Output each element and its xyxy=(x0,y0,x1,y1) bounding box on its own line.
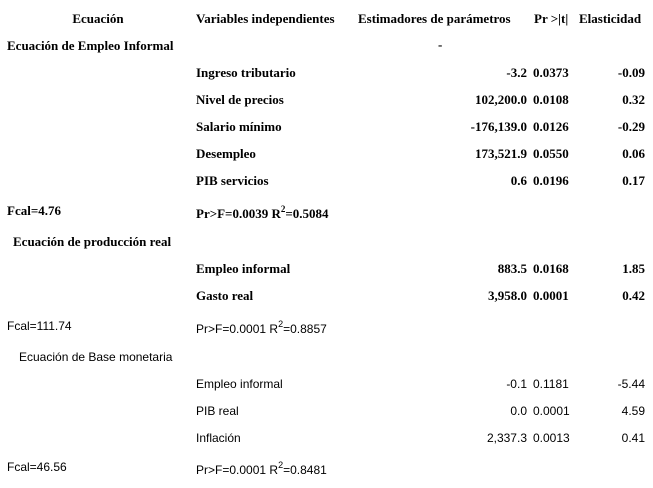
elasticity-value: 0.32 xyxy=(622,92,645,107)
r2-value: =0.8481 xyxy=(283,463,327,477)
section-title: Ecuación de Base monetaria xyxy=(19,350,173,364)
variable-name: Inflación xyxy=(196,431,241,445)
elasticity-value: -0.29 xyxy=(617,119,645,134)
variable-name: Empleo informal xyxy=(196,377,283,391)
variable-name: PIB real xyxy=(196,404,239,418)
estimator-value: 883.5 xyxy=(497,261,527,276)
pr-t-value: 0.0001 xyxy=(533,288,569,303)
fcal-stat: Fcal=111.74 xyxy=(7,319,72,333)
elasticity-value: 0.17 xyxy=(622,173,645,188)
r2-value: =0.8857 xyxy=(283,322,327,336)
variable-name: Desempleo xyxy=(196,146,256,161)
estimator-value: -3.2 xyxy=(506,65,527,80)
pr-t-value: 0.0373 xyxy=(533,65,569,80)
header-estimators: Estimadores de parámetros xyxy=(358,11,511,26)
variable-name: Empleo informal xyxy=(196,261,291,276)
estimator-value: -0.1 xyxy=(506,377,527,391)
elasticity-value: 4.59 xyxy=(621,404,645,418)
estimator-value: 3,958.0 xyxy=(488,288,527,303)
variable-name: Salario mínimo xyxy=(196,119,282,134)
elasticity-value: 0.42 xyxy=(622,288,645,303)
section-title: Ecuación de Empleo Informal xyxy=(7,38,174,53)
r2-superscript: 2 xyxy=(280,203,286,214)
pr-t-value: 0.0196 xyxy=(533,173,569,188)
section-title: Ecuación de producción real xyxy=(13,234,172,249)
variable-name: Ingreso tributario xyxy=(196,65,296,80)
elasticity-value: -0.09 xyxy=(617,65,645,80)
prf-text: Pr>F=0.0001 R xyxy=(196,322,279,336)
variable-name: Gasto real xyxy=(196,288,254,303)
pr-t-value: 0.0013 xyxy=(533,431,570,445)
model-fit-stats xyxy=(196,321,327,337)
elasticity-value: 0.06 xyxy=(622,146,645,161)
model-fit-stats xyxy=(196,203,329,222)
fcal-stat: Fcal=4.76 xyxy=(7,203,61,218)
estimator-value: 2,337.3 xyxy=(486,431,527,445)
header-equation: Ecuación xyxy=(72,11,124,26)
prf-text: Pr>F=0.0039 R xyxy=(196,206,281,221)
pr-t-value: 0.0001 xyxy=(533,404,570,418)
estimator-value: 0.0 xyxy=(510,404,527,418)
r2-value: =0.5084 xyxy=(285,206,329,221)
section-marker: - xyxy=(438,37,443,52)
pr-t-value: 0.0168 xyxy=(533,261,569,276)
elasticity-value: 1.85 xyxy=(622,261,645,276)
header-variables: Variables independientes xyxy=(196,11,335,26)
header-pr-t: Pr >|t| xyxy=(534,11,569,26)
pr-t-value: 0.1181 xyxy=(533,377,569,391)
estimator-value: -176,139.0 xyxy=(470,119,527,134)
header-elasticity: Elasticidad xyxy=(579,11,642,26)
pr-t-value: 0.0550 xyxy=(533,146,569,161)
model-fit-stats xyxy=(196,462,327,478)
r2-superscript: 2 xyxy=(278,319,284,329)
r2-superscript: 2 xyxy=(278,460,284,470)
prf-text: Pr>F=0.0001 R xyxy=(196,463,279,477)
pr-t-value: 0.0108 xyxy=(533,92,569,107)
elasticity-value: -5.44 xyxy=(617,377,645,391)
estimator-value: 173,521.9 xyxy=(475,146,527,161)
variable-name: Nivel de precios xyxy=(196,92,284,107)
fcal-stat: Fcal=46.56 xyxy=(7,460,67,474)
estimator-value: 102,200.0 xyxy=(475,92,527,107)
estimator-value: 0.6 xyxy=(510,173,527,188)
elasticity-value: 0.41 xyxy=(621,431,645,445)
variable-name: PIB servicios xyxy=(196,173,269,188)
pr-t-value: 0.0126 xyxy=(533,119,569,134)
